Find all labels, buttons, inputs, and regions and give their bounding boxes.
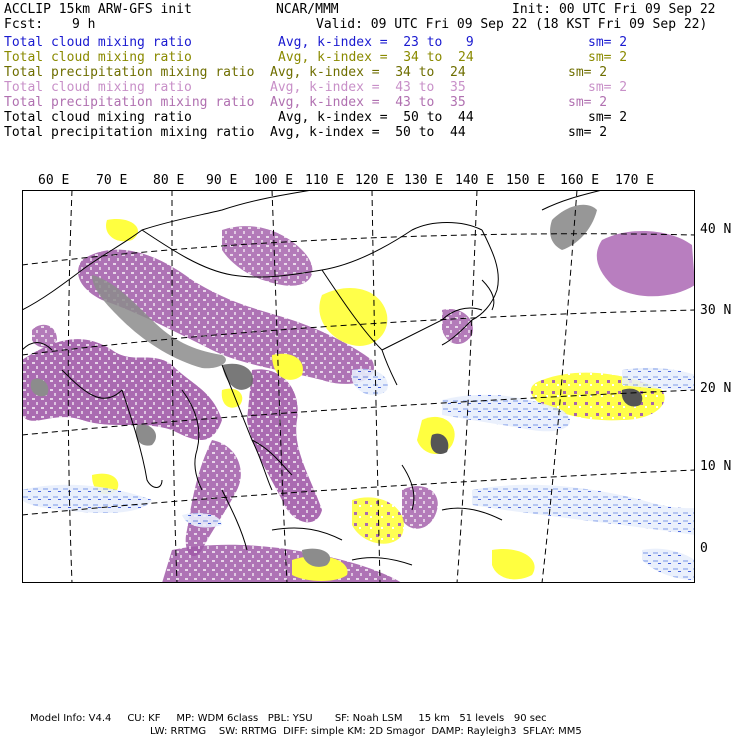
lon-label: 130 E xyxy=(404,173,444,188)
fcst-value: 9 h xyxy=(72,17,96,32)
legend-field: Total precipitation mixing ratio xyxy=(4,95,255,110)
legend-smooth: sm= 2 xyxy=(568,95,608,110)
lon-label: 110 E xyxy=(305,173,345,188)
lon-label: 160 E xyxy=(560,173,600,188)
init-time: Init: 00 UTC Fri 09 Sep 22 xyxy=(512,2,716,17)
lon-label: 90 E xyxy=(206,173,238,188)
legend-field: Total precipitation mixing ratio xyxy=(4,65,255,80)
legend-range: Avg, k-index = 43 to 35 xyxy=(270,95,466,110)
org-label: NCAR/MMM xyxy=(276,2,339,17)
footer-line-1: Model Info: V4.4 CU: KF MP: WDM 6class PBL: YSU SF: Noah LSM 15 km 51 levels 90 sec xyxy=(30,713,547,724)
legend-smooth: sm= 2 xyxy=(588,110,628,125)
footer-line-2: LW: RRTMG SW: RRTMG DIFF: simple KM: 2D Smagor DAMP: Rayleigh3 SFLAY: MM5 xyxy=(150,726,582,737)
legend-field: Total precipitation mixing ratio xyxy=(4,125,255,140)
lon-label: 70 E xyxy=(96,173,128,188)
lat-label: 20 N xyxy=(700,381,732,396)
legend-smooth: sm= 2 xyxy=(588,80,628,95)
lon-label: 100 E xyxy=(254,173,294,188)
legend-smooth: sm= 2 xyxy=(588,35,628,50)
legend-field: Total cloud mixing ratio xyxy=(4,110,192,125)
legend-range: Avg, k-index = 50 to 44 xyxy=(270,125,466,140)
fcst-label: Fcst: xyxy=(4,17,44,32)
legend-range: Avg, k-index = 34 to 24 xyxy=(270,65,466,80)
lat-label: 0 xyxy=(700,541,708,556)
lon-label: 170 E xyxy=(615,173,655,188)
legend-smooth: sm= 2 xyxy=(588,50,628,65)
forecast-map xyxy=(22,190,695,583)
legend-field: Total cloud mixing ratio xyxy=(4,50,192,65)
legend-range: Avg, k-index = 43 to 35 xyxy=(270,80,466,95)
legend-field: Total cloud mixing ratio xyxy=(4,80,192,95)
legend-range: Avg, k-index = 23 to 9 xyxy=(278,35,474,50)
legend-smooth: sm= 2 xyxy=(568,125,608,140)
lon-label: 80 E xyxy=(153,173,185,188)
lon-label: 60 E xyxy=(38,173,70,188)
legend-smooth: sm= 2 xyxy=(568,65,608,80)
lon-label: 150 E xyxy=(506,173,546,188)
lon-label: 120 E xyxy=(355,173,395,188)
lat-label: 30 N xyxy=(700,303,732,318)
model-title: ACCLIP 15km ARW-GFS init xyxy=(4,2,192,17)
lat-label: 10 N xyxy=(700,459,732,474)
lon-label: 140 E xyxy=(455,173,495,188)
legend-range: Avg, k-index = 50 to 44 xyxy=(278,110,474,125)
legend-field: Total cloud mixing ratio xyxy=(4,35,192,50)
valid-time: Valid: 09 UTC Fri 09 Sep 22 (18 KST Fri 09 Sep 22) xyxy=(316,17,708,32)
lat-label: 40 N xyxy=(700,222,732,237)
legend-range: Avg, k-index = 34 to 24 xyxy=(278,50,474,65)
